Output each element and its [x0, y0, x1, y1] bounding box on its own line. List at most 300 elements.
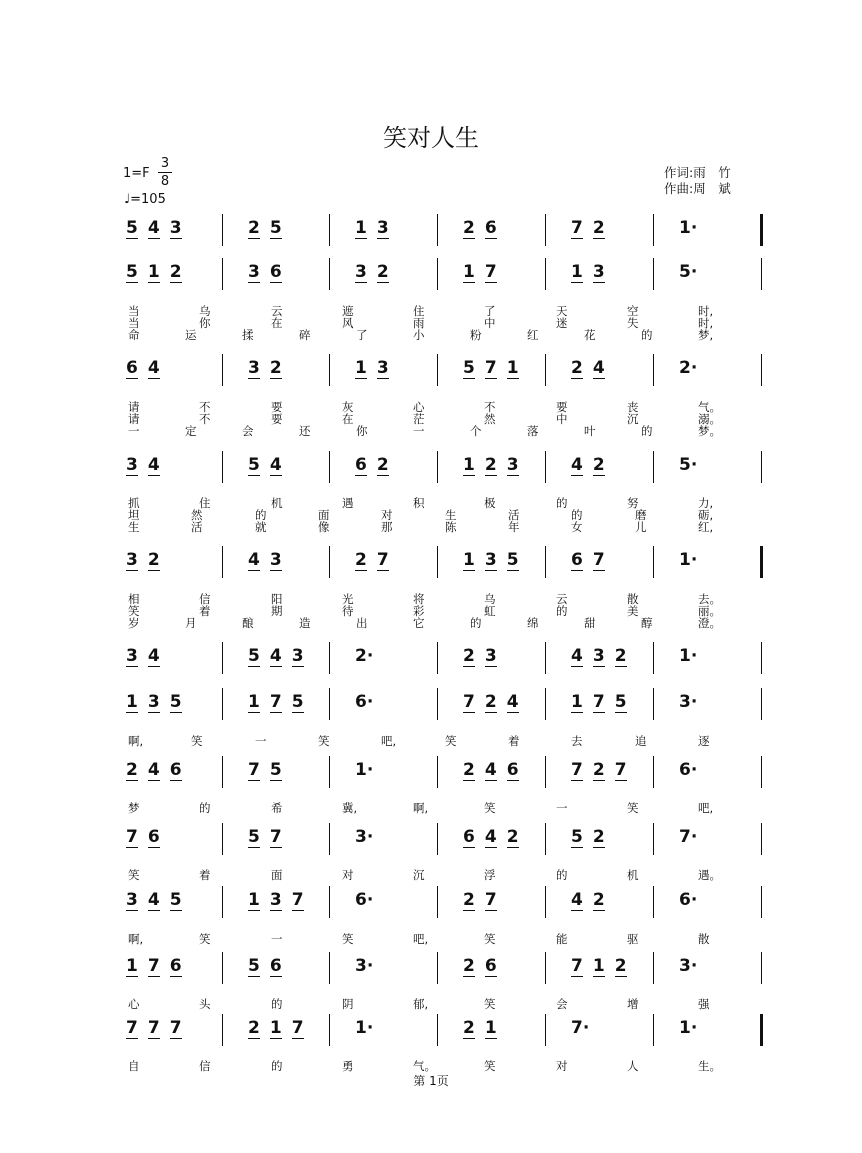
measure: [463, 760, 519, 790]
note: 6: [269, 262, 282, 282]
lyric-word: 云: [271, 304, 283, 318]
lyric-word: 还: [299, 424, 311, 438]
lyric-word: 机: [627, 868, 639, 882]
note: 2: [592, 760, 605, 780]
lyric-word: 笑: [128, 604, 140, 618]
note: 7·: [571, 1018, 590, 1038]
lyric-word: 然: [191, 508, 203, 522]
note: 7: [126, 827, 138, 847]
lyric-word: 信: [199, 592, 211, 606]
barline: [761, 823, 762, 855]
lyric-word: 面: [271, 868, 283, 882]
measure: [571, 692, 627, 722]
note: 4: [484, 760, 497, 780]
measure: [679, 218, 697, 248]
lyric-word: 命: [128, 328, 140, 342]
note: 6: [169, 956, 182, 976]
staff-row: [126, 646, 766, 676]
lyric-word: 将: [413, 592, 425, 606]
measure: [571, 956, 627, 986]
note: 4: [592, 358, 605, 378]
note: 2: [463, 760, 475, 780]
note: 3: [484, 550, 497, 570]
lyric-word: 一: [413, 424, 425, 438]
measure: [355, 218, 389, 248]
lyric-word: 浮: [484, 868, 496, 882]
note: 5: [169, 890, 182, 910]
lyric-word: 着: [199, 868, 211, 882]
note: 5: [463, 358, 475, 378]
barline: [222, 823, 223, 855]
lyric-word: 阳: [271, 592, 283, 606]
measure: [463, 827, 519, 857]
lyric-word: 然: [484, 412, 496, 426]
measure: [248, 218, 282, 248]
barline: [222, 642, 223, 674]
lyric-word: 了: [356, 328, 368, 342]
note: 3: [484, 646, 497, 666]
lyric-word: 沉: [627, 412, 639, 426]
lyric-word: 要: [271, 400, 283, 414]
lyric-word: 中: [556, 412, 568, 426]
note: 7: [614, 760, 627, 780]
note: 5·: [679, 262, 698, 282]
lyric-word: 美: [627, 604, 639, 618]
note: 4: [147, 455, 160, 475]
lyric-word: 花: [584, 328, 596, 342]
barline: [653, 258, 654, 290]
note: 2: [463, 890, 475, 910]
barline: [545, 214, 546, 246]
barline: [437, 756, 438, 788]
note: 6: [484, 218, 497, 238]
measure: [571, 646, 627, 676]
barline: [653, 823, 654, 855]
lyric-word: 住: [199, 496, 211, 510]
barline: [545, 354, 546, 386]
note: 3: [355, 262, 367, 282]
note: 2: [126, 760, 138, 780]
lyric-word: 运: [185, 328, 197, 342]
measure: [571, 218, 605, 248]
lyric-line: [128, 1058, 768, 1072]
measure: [355, 827, 373, 857]
barline: [761, 886, 762, 918]
note: 4: [269, 455, 282, 475]
note: 2: [376, 455, 389, 475]
lyric-word: 就: [255, 520, 267, 534]
lyric-word: 的: [641, 424, 653, 438]
note: 2: [614, 956, 627, 976]
lyric-word: 笑: [342, 932, 354, 946]
barline: [222, 1014, 223, 1046]
note: 1·: [679, 1018, 698, 1038]
lyric-word: 遮: [342, 304, 354, 318]
measure: [248, 262, 282, 292]
measure: [571, 890, 605, 920]
measure: [248, 358, 282, 388]
lyric-word: 心: [128, 997, 140, 1011]
note: 3: [376, 218, 389, 238]
lyric-word: 的: [255, 508, 267, 522]
measure: [679, 358, 697, 388]
barline: [222, 952, 223, 984]
staff-row: [126, 358, 766, 388]
barline: [761, 354, 762, 386]
measure: [126, 550, 160, 580]
barline: [222, 886, 223, 918]
note: 5: [126, 262, 138, 282]
lyric-word: 当: [128, 316, 140, 330]
lyric-word: 笑: [199, 932, 211, 946]
note: 7: [592, 692, 605, 712]
barline: [653, 214, 654, 246]
note: 6: [571, 550, 583, 570]
lyric-word: 迷: [556, 316, 568, 330]
barline: [545, 756, 546, 788]
lyric-word: 甜: [584, 616, 596, 630]
credits: [664, 165, 731, 197]
lyric-word: 极: [484, 496, 496, 510]
note: 1: [355, 358, 367, 378]
lyric-word: 一: [255, 734, 267, 748]
note: 7: [291, 890, 304, 910]
repeat-barline: [760, 214, 763, 246]
lyric-word: 绵: [527, 616, 539, 630]
note: 7: [484, 262, 497, 282]
note: 7·: [679, 827, 698, 847]
lyric-word: 笑: [627, 801, 639, 815]
barline: [545, 886, 546, 918]
note: 2: [592, 218, 605, 238]
lyric-line: [128, 519, 768, 533]
repeat-barline: [760, 546, 763, 578]
note: 3: [269, 890, 282, 910]
staff-row: [126, 1018, 766, 1048]
measure: [248, 455, 282, 485]
note: 2: [463, 1018, 475, 1038]
lyric-word: 啊,: [413, 801, 429, 815]
lyric-word: 不: [199, 412, 211, 426]
time-signature: [158, 156, 172, 190]
lyric-word: 着: [508, 734, 520, 748]
note: 4: [506, 692, 519, 712]
staff-row: [126, 218, 766, 248]
measure: [463, 890, 497, 920]
note: 3: [169, 218, 182, 238]
lyric-line: [128, 996, 768, 1010]
measure: [463, 550, 519, 580]
lyric-word: 溺。: [698, 412, 721, 426]
barline: [329, 258, 330, 290]
lyric-word: 笑: [484, 997, 496, 1011]
measure: [571, 827, 605, 857]
note: 5: [248, 827, 260, 847]
note: 4: [147, 890, 160, 910]
barline: [222, 354, 223, 386]
lyric-word: 茫: [413, 412, 425, 426]
lyric-word: 那: [381, 520, 393, 534]
note: 1: [571, 692, 583, 712]
note: 5: [248, 455, 260, 475]
measure: [126, 455, 160, 485]
note: 1: [592, 956, 605, 976]
note: 1: [355, 218, 367, 238]
note: 6: [506, 760, 519, 780]
measure: [463, 218, 497, 248]
lyric-word: 时,: [698, 304, 714, 318]
note: 3: [291, 646, 304, 666]
note: 1·: [355, 760, 374, 780]
lyric-word: 小: [413, 328, 425, 342]
staff-row: [126, 550, 766, 580]
measure: [248, 646, 304, 676]
lyric-word: 散: [627, 592, 639, 606]
lyric-word: 中: [484, 316, 496, 330]
barline: [329, 688, 330, 720]
lyric-word: 红: [527, 328, 539, 342]
measure: [571, 262, 605, 292]
note: 1: [506, 358, 519, 378]
measure: [679, 956, 697, 986]
note: 3: [248, 262, 260, 282]
note: 2·: [679, 358, 698, 378]
barline: [545, 642, 546, 674]
note: 1·: [679, 550, 698, 570]
lyric-word: 梦,: [698, 328, 714, 342]
note: 7: [571, 956, 583, 976]
barline: [222, 451, 223, 483]
lyric-word: 去。: [698, 592, 721, 606]
measure: [355, 646, 373, 676]
note: 1: [147, 262, 160, 282]
barline: [329, 214, 330, 246]
lyric-word: 岁: [128, 616, 140, 630]
note: 3·: [355, 827, 374, 847]
page-number: 第 1页: [413, 1074, 449, 1088]
tempo-value: =105: [130, 192, 166, 207]
lyric-word: 砺,: [698, 508, 714, 522]
lyric-word: 笑: [484, 1059, 496, 1073]
note: 7: [269, 692, 282, 712]
barline: [653, 886, 654, 918]
lyric-word: 醇: [641, 616, 653, 630]
lyric-word: 活: [191, 520, 203, 534]
measure: [248, 827, 282, 857]
staff-row: [126, 455, 766, 485]
barline: [653, 756, 654, 788]
barline: [437, 886, 438, 918]
barline: [437, 258, 438, 290]
note: 5: [506, 550, 519, 570]
lyric-word: 面: [318, 508, 330, 522]
note: 2: [248, 1018, 260, 1038]
note: 3·: [679, 956, 698, 976]
composer-credit: 作曲:周 斌: [664, 181, 731, 196]
note: 7: [147, 956, 160, 976]
lyric-word: 一: [271, 932, 283, 946]
note: 4: [147, 218, 160, 238]
lyric-word: 当: [128, 304, 140, 318]
measure: [355, 262, 389, 292]
lyric-word: 能: [556, 932, 568, 946]
note: 5: [248, 956, 260, 976]
measure: [126, 890, 182, 920]
lyric-word: 会: [556, 997, 568, 1011]
note: 7: [376, 550, 389, 570]
lyric-word: 的: [470, 616, 482, 630]
lyric-word: 遇。: [698, 868, 721, 882]
measure: [248, 956, 282, 986]
measure: [355, 1018, 373, 1048]
barline: [437, 1014, 438, 1046]
lyric-word: 红,: [698, 520, 714, 534]
barline: [437, 546, 438, 578]
lyric-word: 阴: [342, 997, 354, 1011]
note: 1: [269, 1018, 282, 1038]
measure: [126, 646, 160, 676]
lyric-word: 磨: [635, 508, 647, 522]
lyric-word: 落: [527, 424, 539, 438]
lyric-word: 笑: [484, 801, 496, 815]
note: 5: [169, 692, 182, 712]
lyric-word: 梦。: [698, 424, 721, 438]
note: 7: [248, 760, 260, 780]
lyric-word: 会: [242, 424, 254, 438]
lyric-word: 气。: [698, 400, 721, 414]
note: 1: [571, 262, 583, 282]
note: 4: [269, 646, 282, 666]
lyric-word: 女: [571, 520, 583, 534]
note: 1: [484, 1018, 497, 1038]
measure: [463, 646, 497, 676]
lyric-word: 待: [342, 604, 354, 618]
note: 5: [248, 646, 260, 666]
measure: [126, 218, 182, 248]
lyric-word: 生: [128, 520, 140, 534]
note: 7: [484, 890, 497, 910]
measure: [679, 890, 697, 920]
lyric-word: 积: [413, 496, 425, 510]
barline: [545, 451, 546, 483]
lyric-word: 不: [484, 400, 496, 414]
measure: [463, 956, 497, 986]
measure: [463, 1018, 497, 1048]
lyric-word: 的: [271, 997, 283, 1011]
note: 1·: [355, 1018, 374, 1038]
staff-row: [126, 890, 766, 920]
note: 2: [592, 827, 605, 847]
lyric-word: 你: [199, 316, 211, 330]
measure: [355, 890, 373, 920]
lyric-word: 时,: [698, 316, 714, 330]
lyric-word: 笑: [445, 734, 457, 748]
lyric-word: 生。: [698, 1059, 721, 1073]
note: 2: [376, 262, 389, 282]
measure: [679, 827, 697, 857]
measure: [355, 358, 389, 388]
note: 6: [355, 455, 367, 475]
note: 3: [126, 455, 138, 475]
lyric-word: 揉: [242, 328, 254, 342]
lyric-word: 要: [556, 400, 568, 414]
measure: [126, 956, 182, 986]
note: 2: [355, 550, 367, 570]
lyric-word: 生: [445, 508, 457, 522]
measure: [571, 358, 605, 388]
measure: [463, 262, 497, 292]
note: 2: [463, 956, 475, 976]
note: 7: [571, 218, 583, 238]
lyric-word: 造: [299, 616, 311, 630]
lyric-word: 请: [128, 400, 140, 414]
lyric-word: 住: [413, 304, 425, 318]
lyric-word: 啊,: [128, 932, 144, 946]
note: 1: [126, 956, 138, 976]
note: 5: [126, 218, 138, 238]
note: 1: [126, 692, 138, 712]
lyric-word: 彩: [413, 604, 425, 618]
measure: [679, 1018, 697, 1048]
barline: [761, 952, 762, 984]
note: 4: [147, 760, 160, 780]
lyric-word: 对: [381, 508, 393, 522]
barline: [545, 258, 546, 290]
lyric-word: 郁,: [413, 997, 429, 1011]
lyric-word: 要: [271, 412, 283, 426]
note: 2: [506, 827, 519, 847]
note: 7: [291, 1018, 304, 1038]
time-denominator: 8: [160, 174, 170, 189]
lyric-word: 你: [356, 424, 368, 438]
lyric-word: 一: [128, 424, 140, 438]
barline: [222, 756, 223, 788]
note: 3: [126, 890, 138, 910]
measure: [679, 550, 697, 580]
lyric-word: 酿: [242, 616, 254, 630]
measure: [355, 692, 373, 722]
barline: [329, 354, 330, 386]
measure: [463, 455, 519, 485]
barline: [761, 642, 762, 674]
lyric-word: 人: [627, 1059, 639, 1073]
note: 1·: [679, 218, 698, 238]
staff-row: [126, 760, 766, 790]
note: 6: [484, 956, 497, 976]
lyric-word: 光: [342, 592, 354, 606]
barline: [761, 688, 762, 720]
note: 4: [147, 646, 160, 666]
barline: [761, 258, 762, 290]
lyric-word: 丽。: [698, 604, 721, 618]
barline: [437, 354, 438, 386]
lyric-word: 逐: [698, 734, 710, 748]
note: 6·: [679, 760, 698, 780]
lyric-word: 勇: [342, 1059, 354, 1073]
barline: [653, 952, 654, 984]
lyric-word: 梦: [128, 801, 140, 815]
barline: [545, 952, 546, 984]
lyric-word: 笑: [191, 734, 203, 748]
barline: [653, 1014, 654, 1046]
note: 5: [269, 218, 282, 238]
note: 7: [484, 358, 497, 378]
barline: [437, 451, 438, 483]
lyric-word: 灰: [342, 400, 354, 414]
note: 3·: [355, 956, 374, 976]
measure: [679, 692, 697, 722]
measure: [679, 455, 697, 485]
